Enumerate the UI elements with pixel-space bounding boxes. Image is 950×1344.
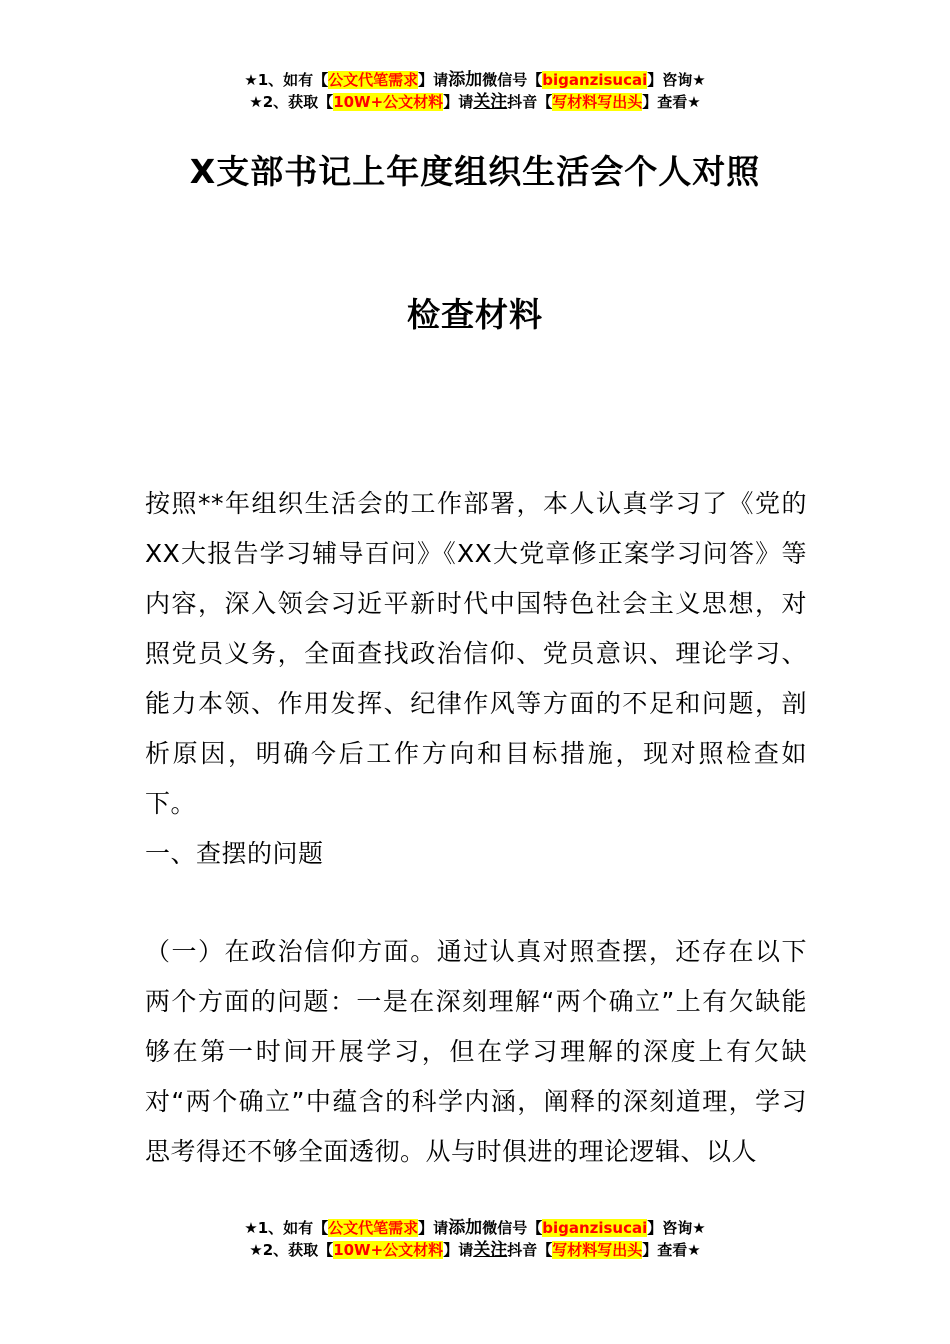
banner-line-1 xyxy=(0,1217,950,1239)
banner-emphasis: 添加 xyxy=(448,70,483,90)
banner-line-1 xyxy=(0,69,950,91)
banner-text: 2、获取【 xyxy=(262,1241,334,1259)
banner-text: 】请 xyxy=(443,1241,474,1259)
banner-text: 】查看★ xyxy=(642,1241,701,1259)
banner-text: 】咨询★ xyxy=(647,71,706,89)
footer-banner xyxy=(0,1217,950,1261)
highlight-douyin-account: 写材料写出头 xyxy=(552,93,643,111)
highlight-service: 公文代笔需求 xyxy=(328,1219,419,1237)
header-banner xyxy=(0,69,950,113)
banner-text: 微信号【 xyxy=(482,1219,543,1237)
highlight-wechat-id: biganzisucai xyxy=(542,1219,648,1237)
highlight-materials: 10W+公文材料 xyxy=(333,93,444,111)
banner-line-2 xyxy=(0,91,950,113)
banner-emphasis: 添加 xyxy=(448,1218,483,1238)
highlight-wechat-id: biganzisucai xyxy=(542,71,648,89)
banner-text: 抖音【 xyxy=(507,1241,553,1259)
highlight-douyin-account: 写材料写出头 xyxy=(552,1241,643,1259)
document-title-line-1: X支部书记上年度组织生活会个人对照 xyxy=(189,152,761,191)
highlight-materials: 10W+公文材料 xyxy=(333,1241,444,1259)
banner-text: 抖音【 xyxy=(507,93,553,111)
banner-emphasis: 关注 xyxy=(473,92,508,112)
political-belief-paragraph: （一）在政治信仰方面。通过认真对照查摆，还存在以下两个方面的问题：一是在深刻理解“两个确立”上有欠缺能够在第一时间开展学习，但在学习理解的深度上有欠缺对“两个确立”中蕴含的科学内涵，阐释的深刻道理，学习思考得还不够全面透彻。从与时俱进的理论逻辑、以人 xyxy=(145,937,807,1166)
banner-text: 】请 xyxy=(418,71,449,89)
star-icon: ★ xyxy=(249,93,263,111)
banner-text: 】咨询★ xyxy=(647,1219,706,1237)
star-icon: ★ xyxy=(249,1241,263,1259)
banner-emphasis: 关注 xyxy=(473,1240,508,1260)
banner-text: 1、如有【 xyxy=(257,1219,329,1237)
highlight-service: 公文代笔需求 xyxy=(328,71,419,89)
section-heading: 一、查摆的问题 xyxy=(145,839,324,868)
document-title-line-2: 检查材料 xyxy=(407,295,543,334)
banner-text: 】查看★ xyxy=(642,93,701,111)
banner-text: 】请 xyxy=(418,1219,449,1237)
intro-paragraph: 按照**年组织生活会的工作部署，本人认真学习了《党的XX大报告学习辅导百问》《XX大党章修正案学习问答》等内容，深入领会习近平新时代中国特色社会主义思想，对照党员义务，全面查找政治信仰、党员意识、理论学习、能力本领、作用发挥、纪律作风等方面的不足和问题，剖析原因，明确今后工作方向和目标措施，现对照检查如下。 xyxy=(145,489,807,818)
banner-line-2 xyxy=(0,1239,950,1261)
banner-text: 】请 xyxy=(443,93,474,111)
banner-text: 1、如有【 xyxy=(257,71,329,89)
star-icon: ★ xyxy=(244,71,258,89)
banner-text: 微信号【 xyxy=(482,71,543,89)
banner-text: 2、获取【 xyxy=(262,93,334,111)
star-icon: ★ xyxy=(244,1219,258,1237)
